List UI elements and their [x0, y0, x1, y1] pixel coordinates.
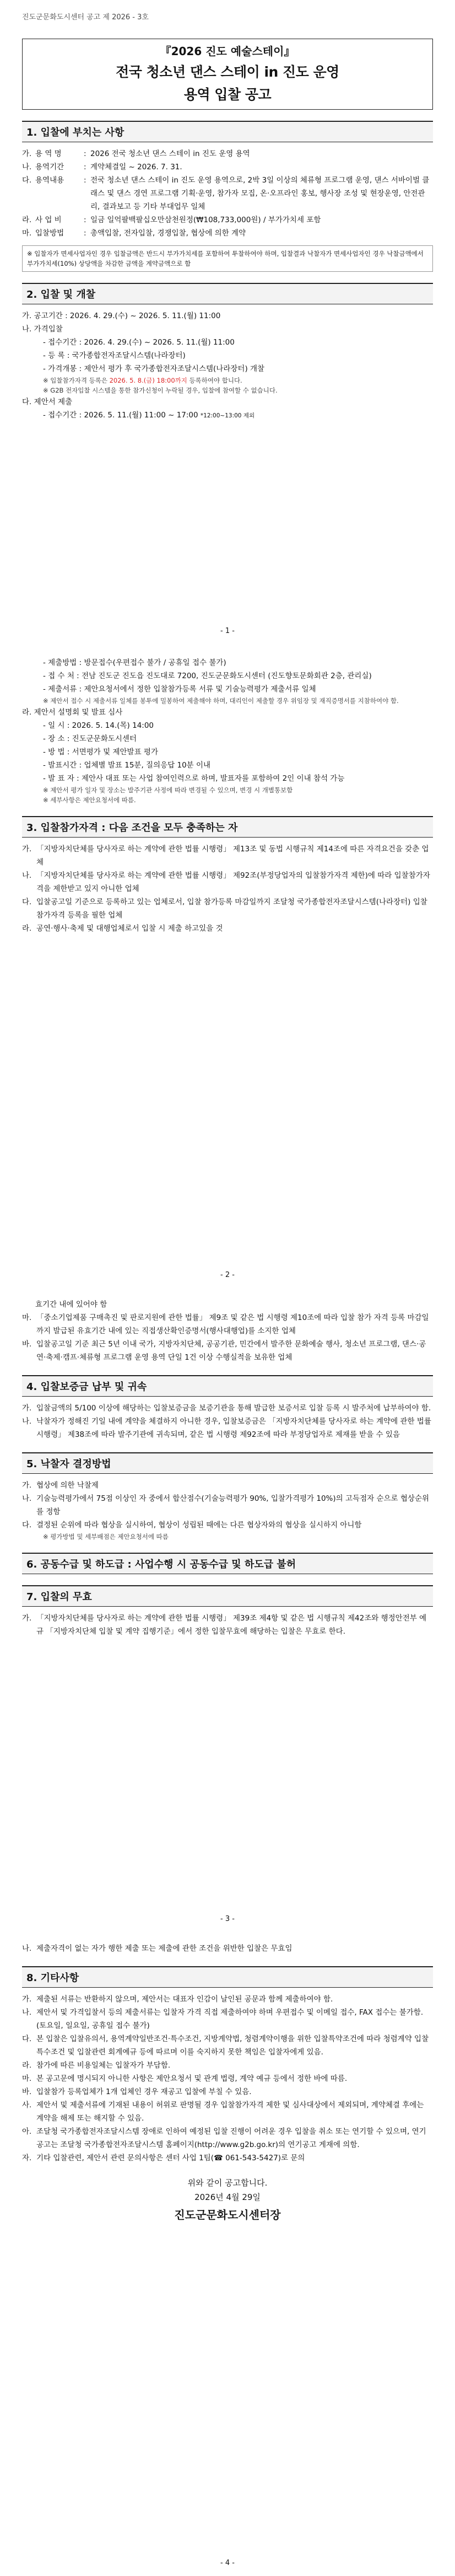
row-value: 2026 전국 청소년 댄스 스테이 in 진도 운영 용역 [90, 149, 250, 158]
misc-item [22, 2151, 433, 2165]
row-label: 용역내용 [35, 176, 64, 185]
item-number: 다. [22, 1521, 32, 1530]
section-title-4: 4. 입찰보증금 납부 및 귀속 [22, 1375, 433, 1397]
misc-item [22, 2006, 433, 2032]
closing-statement: 위와 같이 공고합니다. [187, 2178, 268, 2188]
item-text: 입찰참가 등록업체가 1개 업체인 경우 재공고 입찰에 부칠 수 있음. [36, 2087, 252, 2096]
item-text: 조달청 국가종합전자조달시스템 장애로 인하여 예정된 입찰 진행이 어려운 경우 입찰을 취소 또는 연기할 수 있으며, 연기 공고는 조달청 국가종합전자조달시스템 홈페이지(http://www.g2b.go.kr)의 연기공고 게재에 의함. [36, 2127, 426, 2149]
bid-info-row [22, 227, 433, 240]
invalid-bid-item [22, 1612, 433, 1638]
row-number: 다. [22, 176, 32, 185]
row-value: 계약체결일 ~ 2026. 7. 31. [90, 163, 182, 171]
section-title-1: 1. 입찰에 부치는 사항 [22, 121, 433, 142]
title-box [22, 39, 433, 110]
item-text: 본 입찰은 입찰유의서, 용역계약일반조건·특수조건, 지방계약법, 청렴계약이행을 위한 입찰특약조건에 따라 청렴계약 입찰특수조건 및 입찰관련 회계예규 등에 따르며 이를 숙지하지 못한 책임은 입찰자에게 있음. [36, 2035, 429, 2057]
presentation-row: - 발표시간 : 업체별 발표 15분, 질의응답 10분 이내 [43, 761, 211, 770]
item-number: 자. [22, 2154, 32, 2162]
invalid-bid-item [22, 1942, 433, 1955]
continued-text: 효기간 내에 있어야 함 [35, 1300, 107, 1309]
bid-info-row [22, 147, 433, 160]
presentation-row: - 방 법 : 서면평가 및 제안발표 평가 [43, 748, 158, 756]
item-number: 다. [22, 2035, 32, 2043]
price-bid-heading: 나. 가격입찰 [22, 325, 63, 334]
item-number: 가. [22, 1995, 32, 2004]
closing-block [22, 2176, 433, 2222]
item-number: 다. [22, 898, 32, 906]
presentation-heading: 라. 제안서 설명회 및 발표 심사 [22, 708, 123, 717]
page-1 [0, 0, 455, 644]
issuing-organization: 진도군문화도시센터장 [174, 2208, 281, 2221]
row-number: 라. [22, 216, 32, 224]
item-text: 제안서 및 제출서류에 기재된 내용이 허위로 판명될 경우 입찰참가자격 제한 및 심사대상에서 제외되며, 계약체결 후에는 계약을 해제 또는 해지할 수 있음. [36, 2101, 424, 2123]
proposal-submit-heading: 다. 제안서 제출 [22, 398, 73, 406]
item-text: 「지방자치단체를 당사자로 하는 계약에 관한 법률 시행령」 제13조 및 동법 시행규칙 제14조에 따른 자격요건을 갖춘 업체 [36, 845, 429, 867]
item-number: 나. [22, 1494, 32, 1503]
item-number: 마. [22, 2074, 32, 2083]
bid-info-row [22, 174, 433, 213]
eligibility-item [22, 869, 433, 895]
title-line2: 전국 청소년 댄스 스테이 in 진도 운영 [116, 64, 339, 80]
item-number: 가. [22, 1481, 32, 1490]
row-number: 마. [22, 229, 32, 238]
price-bid-row: - 가격개봉 : 제안서 평가 후 국가종합전자조달시스템(나라장터) 개찰 [43, 364, 265, 373]
presentation-row: - 장 소 : 진도군문화도시센터 [43, 734, 137, 743]
item-number: 바. [22, 1340, 32, 1349]
section-title-3: 3. 입찰참가자격 : 다음 조건을 모두 충족하는 자 [22, 816, 433, 838]
item-number: 라. [22, 924, 32, 933]
row-value: 총액입찰, 전자입찰, 경쟁입찰, 협상에 의한 계약 [90, 229, 246, 238]
item-number: 바. [22, 2087, 32, 2096]
deposit-item [22, 1415, 433, 1441]
misc-item [22, 1993, 433, 2006]
details-note: ※ 세부사항은 제안요청서에 따름. [43, 796, 136, 804]
item-text: 협상에 의한 낙찰제 [36, 1481, 99, 1490]
item-text: 제출된 서류는 반환하지 않으며, 제안서는 대표자 인감이 날인된 공문과 함께 제출하여야 함. [36, 1995, 333, 2004]
section-title-2: 2. 입찰 및 개찰 [22, 283, 433, 304]
section-title-6: 6. 공동수급 및 하도급 : 사업수행 시 공동수급 및 하도급 불허 [22, 1553, 433, 1574]
notice-period: 가. 공고기간 : 2026. 4. 29.(수) ~ 2026. 5. 11.(월) 11:00 [22, 312, 221, 320]
item-text: 참가에 따른 비용일체는 입찰자가 부담함. [36, 2061, 171, 2070]
row-value: 일금 일억팔백팔십오만삼천원정(₩108,733,000원) / 부가가치세 포함 [90, 216, 321, 224]
presentation-row: - 발 표 자 : 제안사 대표 또는 사업 참여인력으로 하며, 발표자를 포함하여 2인 이내 참석 가능 [43, 774, 345, 783]
presentation-row: - 일 시 : 2026. 5. 14.(목) 14:00 [43, 721, 154, 730]
misc-item [22, 2059, 433, 2072]
item-text: 본 공고문에 명시되지 아니한 사항은 제안요청서 및 관계 법령, 계약 예규 등에서 정한 바에 따름. [36, 2074, 348, 2083]
deposit-item [22, 1402, 433, 1415]
section-title-5: 5. 낙찰자 결정방법 [22, 1452, 433, 1474]
award-method-item [22, 1518, 433, 1532]
item-text: 기술능력평가에서 75점 이상인 자 중에서 합산점수(기술능력평가 90%, 입찰가격평가 10%)의 고득점자 순으로 협상순위를 정함 [36, 1494, 430, 1516]
proposal-submit-row: - 접 수 처 : 전남 진도군 진도읍 진도대로 7200, 진도군문화도시센터 (진도향토문화회관 2층, 관리실) [43, 672, 372, 680]
page-number: - 1 - [220, 627, 235, 635]
row-value: 전국 청소년 댄스 스테이 in 진도 운영 용역으로, 2박 3일 이상의 체류형 프로그램 운영, 댄스 서바이벌 클래스 및 댄스 경연 프로그램 기획·운영, 참가자 모집, 온·오프라인 홍보, 행사장 조성 및 현장운영, 안전관리, 결과보고 등 기타 부대업무 일체 [90, 176, 430, 211]
item-number: 가. [22, 1404, 32, 1413]
item-number: 가. [22, 1614, 32, 1623]
eligibility-item [22, 842, 433, 869]
item-number: 나. [22, 2008, 32, 2017]
item-number: 아. [22, 2127, 32, 2136]
award-method-item [22, 1479, 433, 1492]
page-2 [0, 644, 455, 1288]
row-colon: : [84, 163, 86, 171]
vat-note: ※ 입찰자가 면세사업자인 경우 입찰금액은 반드시 부가가치세를 포함하여 투찰하여야 하며, 입찰결과 낙찰자가 면세사업자인 경우 낙찰금액에서 부가가치세(10%) 상당액을 차감한 금액을 계약금액으로 함 [22, 245, 433, 272]
price-bid-row: - 접수기간 : 2026. 4. 29.(수) ~ 2026. 5. 11.(월) 11:00 [43, 338, 235, 347]
item-number: 나. [22, 1417, 32, 1426]
misc-item [22, 2032, 433, 2059]
item-text: 「중소기업제품 구매촉진 및 판로지원에 관한 법률」 제9조 및 같은 법 시행령 제10조에 따라 입찰 참가 자격 등록 마감일까지 발급된 유효기간 내에 있는 직접생산확인증명서(행사대행업)를 소지한 업체 [36, 1313, 429, 1335]
row-label: 용역기간 [35, 163, 64, 171]
row-label: 입찰방법 [35, 229, 64, 238]
row-colon: : [84, 149, 86, 158]
eligibility-item [22, 1338, 433, 1364]
evaluation-note: ※ 평가방법 및 세부배점은 제안요청서에 따름 [43, 1533, 169, 1541]
page-4 [0, 1932, 455, 2576]
misc-item [22, 2085, 433, 2099]
item-text: 「지방자치단체를 당사자로 하는 계약에 관한 법률 시행령」 제39조 제4항 및 같은 법 시행규칙 제42조와 행정안전부 예규 「지방자치단체 입찰 및 계약 집행기준」에서 정한 입찰무효에 해당하는 입찰은 무효로 한다. [36, 1614, 427, 1636]
proposal-submit-row: - 제출서류 : 제안요청서에서 정한 입찰참가등록 서류 및 기술능력평가 제출서류 일체 [43, 685, 316, 694]
price-bid-row: - 등 록 : 국가종합전자조달시스템(나라장터) [43, 351, 186, 360]
row-label: 사 업 비 [35, 216, 62, 224]
page-3 [0, 1288, 455, 1932]
page-number: - 3 - [220, 1915, 235, 1923]
section-title-8: 8. 기타사항 [22, 1966, 433, 1988]
schedule-change-note: ※ 제안서 평가 일자 및 장소는 발주기관 사정에 따라 변경될 수 있으며, 변경 시 개별통보함 [43, 786, 293, 794]
item-text: 입찰공고일 기준 최근 5년 이내 국가, 지방자치단체, 공공기관, 민간에서 발주한 문화예술 행사, 청소년 프로그램, 댄스·공연·축제·캠프·체류형 프로그램 운영 용역 단일 1건 이상 수행실적을 보유한 업체 [36, 1340, 426, 1362]
row-label: 용 역 명 [35, 149, 62, 158]
item-number: 사. [22, 2101, 32, 2110]
page-number: - 4 - [220, 2559, 235, 2567]
proposal-submit-row: - 제출방법 : 방문접수(우편접수 불가 / 공휴일 접수 불가) [43, 658, 226, 667]
item-text: 「지방자치단체를 당사자로 하는 계약에 관한 법률 시행령」 제92조(부정당업자의 입찰참가자격 제한)에 따라 입찰참가자격을 제한받고 있지 아니한 업체 [36, 871, 430, 893]
item-number: 가. [22, 845, 32, 854]
row-colon: : [84, 216, 86, 224]
page-number: - 2 - [220, 1271, 235, 1279]
bid-info-row [22, 213, 433, 227]
item-text: 결정된 순위에 따라 협상을 실시하여, 협상이 성립된 때에는 다른 협상자와의 협상을 실시하지 아니함 [36, 1521, 362, 1530]
g2b-note: ※ G2B 전자입찰 시스템을 통한 참가신청이 누락될 경우, 입찰에 참여할 수 없습니다. [43, 387, 278, 394]
title-line1: 『2026 진도 예술스테이』 [160, 45, 295, 58]
registration-note: ※ 입찰참가자격 등록은 2026. 5. 8.(금) 18:00까지 등록하여야 합니다. [43, 377, 242, 384]
proposal-period: - 접수기간 : 2026. 5. 11.(월) 11:00 ~ 17:00 *12:00~13:00 제외 [43, 411, 255, 420]
row-colon: : [84, 176, 86, 185]
closing-date: 2026년 4월 29일 [194, 2192, 261, 2202]
item-text: 입찰금액의 5/100 이상에 해당하는 입찰보증금을 보증기관을 통해 발급한 보증서로 입찰 등록 시 발주처에 납부하여야 함. [36, 1404, 431, 1413]
item-text: 공연·행사·축제 및 대행업체로서 입찰 시 제출 하고있을 것 [36, 924, 223, 933]
misc-item [22, 2125, 433, 2151]
eligibility-item [22, 895, 433, 922]
misc-item [22, 2072, 433, 2085]
bid-info-row [22, 160, 433, 174]
item-number: 나. [22, 1944, 32, 1953]
eligibility-item [22, 922, 433, 935]
item-text: 낙찰자가 정해진 기일 내에 계약을 체결하지 아니한 경우, 입찰보증금은 「지방자치단체를 당사자로 하는 계약에 관한 법률 시행령」 제38조에 따라 발주기관에 귀속되며, 같은 법 시행령 제92조에 따라 부정당업자로 제재를 받을 수 있음 [36, 1417, 431, 1439]
award-method-item [22, 1492, 433, 1518]
row-number: 나. [22, 163, 32, 171]
item-number: 마. [22, 1313, 32, 1322]
section-title-7: 7. 입찰의 무효 [22, 1585, 433, 1607]
item-text: 제출자격이 없는 자가 행한 제출 또는 제출에 관한 조건을 위반한 입찰은 무효임 [36, 1944, 292, 1953]
eligibility-item [22, 1311, 433, 1338]
notice-number: 진도군문화도시센터 공고 제 2026 - 3호 [22, 13, 149, 22]
row-number: 가. [22, 149, 32, 158]
item-number: 라. [22, 2061, 32, 2070]
item-number: 나. [22, 871, 32, 880]
row-colon: : [84, 229, 86, 238]
submission-note: ※ 제안서 접수 시 제출서류 일체를 봉투에 밀봉하여 제출해야 하며, 대리인이 제출할 경우 위임장 및 재직증명서를 지참하여야 함. [43, 697, 399, 705]
title-line3: 용역 입찰 공고 [183, 87, 272, 103]
item-text: 기타 입찰관련, 제안서 관련 문의사항은 센터 사업 1팀(☎ 061-543-5427)로 문의 [36, 2154, 305, 2162]
item-text: 제안서 및 가격입찰서 등의 제출서류는 입찰자 가격 직접 제출하여야 하며 우편접수 및 이메일 접수, FAX 접수는 불가함.(토요일, 일요일, 공휴일 접수 불가) [36, 2008, 424, 2030]
misc-item [22, 2099, 433, 2125]
item-text: 입찰공고일 기준으로 등록하고 있는 업체로서, 입찰 참가등록 마감일까지 조달청 국가종합전자조달시스템(나라장터) 입찰참가자격 등록을 필한 업체 [36, 898, 427, 920]
